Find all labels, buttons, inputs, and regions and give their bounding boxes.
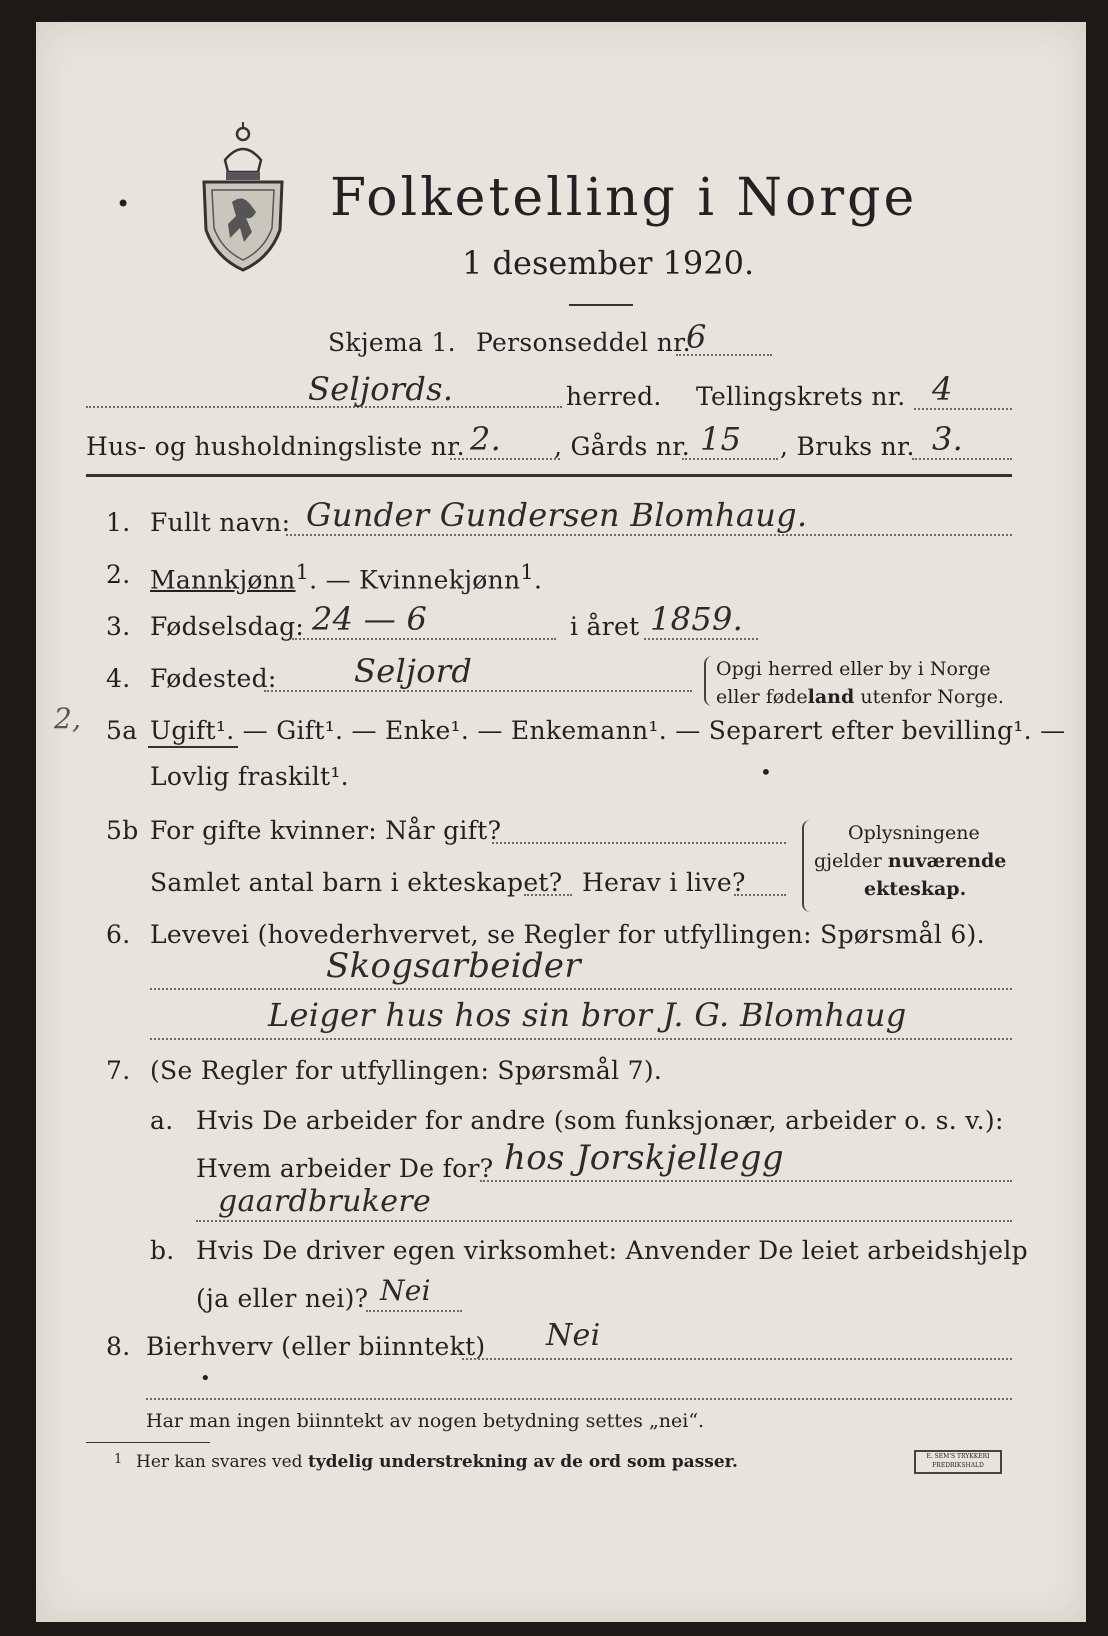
children-count-label: Samlet antal barn i ekteskapet? [150,868,563,897]
married-when-label: For gifte kvinner: Når gift? [150,816,502,845]
tellingskrets-label: Tellingskrets nr. [696,382,906,411]
schema-label: Skjema 1. [328,328,456,357]
census-date: 1 desember 1920. [462,244,755,282]
norwegian-coat-of-arms-icon [200,120,286,272]
employee-question: Hvis De arbeider for andre (som funksjonær, arbeider o. s. v.): [196,1106,1004,1135]
birthplace-value: Seljord [354,652,473,690]
q5b-number: 5b [106,816,139,845]
footnote-marker: 1 [114,1452,123,1467]
marriage-note-line1: Oplysningene [848,822,980,844]
birthyear-label: i året [570,612,640,641]
sex-separator: . — [309,565,360,595]
birthyear-value: 1859. [650,600,744,638]
q1-number: 1. [106,508,131,537]
employer-value-line2: gaardbrukere [218,1184,432,1219]
birthdate-value: 24 — 6 [312,600,428,638]
tellingskrets-value: 4 [932,370,953,408]
ugift-underline [148,746,238,748]
herred-value: Seljords. [308,370,454,408]
bruks-value: 3. [932,420,964,458]
marital-status-options-line2: Lovlig fraskilt¹. [150,762,349,791]
children-alive-label: Herav i live? [582,868,746,897]
marital-status-options: Ugift¹. — Gift¹. — Enke¹. — Enkemann¹. — Separert efter bevilling¹. — [150,716,1066,745]
q6-number: 6. [106,920,131,949]
husholdningsliste-label: Hus- og husholdningsliste nr. [86,432,465,461]
marriage-note-line2: gjelder nuværende [814,850,1007,872]
occupation-label: Levevei (hovederhvervet, se Regler for utfyllingen: Spørsmål 6). [150,920,985,949]
bruks-label: , Bruks nr. [780,432,915,461]
female-option: Kvinnekjønn [359,565,521,595]
birthdate-label: Fødselsdag: [150,612,305,641]
personseddel-value: 6 [686,318,707,356]
occupation-value: Skogsarbeider [326,946,581,986]
hired-help-label: (ja eller nei)? [196,1284,369,1313]
q7-number: 7. [106,1056,131,1085]
self-employed-question: Hvis De driver egen virksomhet: Anvender De leiet arbeidshjelp [196,1236,1028,1265]
q8-number: 8. [106,1332,131,1361]
side-income-value: Nei [546,1318,601,1353]
birthplace-label: Fødested: [150,664,277,693]
q7a-letter: a. [150,1106,174,1135]
form-title: Folketelling i Norge [330,168,918,228]
employer-value: hos Jorskjellegg [504,1138,784,1178]
herred-label: herred. [566,382,662,411]
occupation-note: Leiger hus hos sin bror J. G. Blomhaug [268,996,907,1034]
gards-value: 15 [700,420,742,458]
q7-label: (Se Regler for utfyllingen: Spørsmål 7). [150,1056,663,1085]
marriage-note-line3: ekteskap. [864,878,967,900]
sex-options: Mannkjønn$^1$. — Kvinnekjønn$^1$. [150,560,543,595]
gards-label: , Gårds nr. [554,432,691,461]
employer-label: Hvem arbeider De for? [196,1154,494,1183]
title-divider [569,304,633,306]
birthplace-note-line1: Opgi herred eller by i Norge [716,658,991,680]
margin-annotation: 2, [54,702,82,735]
personseddel-label: Personseddel nr. [476,328,691,357]
hired-help-value: Nei [380,1274,431,1307]
q7b-letter: b. [150,1236,175,1265]
q3-number: 3. [106,612,131,641]
full-name-label: Fullt navn: [150,508,291,537]
header-rule [86,474,1012,477]
full-name-value: Gunder Gundersen Blomhaug. [306,496,808,534]
male-option: Mannkjønn [150,565,296,595]
footnote-text: Her kan svares ved tydelig understrekning av de ord som passer. [136,1452,738,1472]
side-income-label: Bierhverv (eller biinntekt) [146,1332,486,1361]
side-income-note: Har man ingen biinntekt av nogen betydning settes „nei“. [146,1410,705,1432]
birthplace-note-line2: eller fødeland utenfor Norge. [716,686,1004,708]
q2-number: 2. [106,560,131,589]
q5a-number: 5a [106,716,138,745]
census-form-page: • Folketelling i Norge 1 desember 1920. Skjema 1. Personseddel nr. 6 Seljords. herred. Tellingskrets nr. 4 Hus- og husholdningsliste nr. 2. , Gårds nr. 15 , Bruks nr. 3. 1. Fullt navn: Gunder Gundersen Blomhaug. 2. Mannkjønn$^1$. — Kvinnekjønn$^1$. 3. Fødselsdag: 24 — 6 i året 1859. 4. Fødested: Seljord Opgi herred eller by i Norge eller fødeland utenfor Norge. 2, 5a Ugift¹. — Gift¹. — Enke¹. — Enkemann¹. — Separert efter bevilling¹. — Lovlig fraskilt¹. • 5b For gifte kvinner: Når gift? Samlet antal barn i ekteskapet? Herav i live? Oplysningene gjelder nuværende ekteskap. 6. Levevei (hovederhvervet, se Regler for utfyllingen: Spørsmål 6). Skogsarbeider Leiger hus hos sin bror J. G. Blomhaug 7. (Se Regler for utfyllingen: Spørsmål 7). a. Hvis De arbeider for andre (som funksjonær, arbeider o. s. v.): Hvem arbeider De for? hos Jorskjellegg gaardbrukere b. Hvis De driver egen virksomhet: Anvender De leiet arbeidshjelp (ja eller nei)? Nei 8. Bierhverv (eller biinntekt) Nei • Har man ingen biinntekt av nogen betydning settes „nei“. 1 Her kan svares ved tydelig understrekning av de ord som passer. E. SEM'S TRYKKERI FREDRIKSHALD [36,22,1086,1622]
printer-stamp: E. SEM'S TRYKKERI FREDRIKSHALD [914,1450,1002,1474]
husholdningsliste-value: 2. [470,420,502,458]
q4-number: 4. [106,664,131,693]
